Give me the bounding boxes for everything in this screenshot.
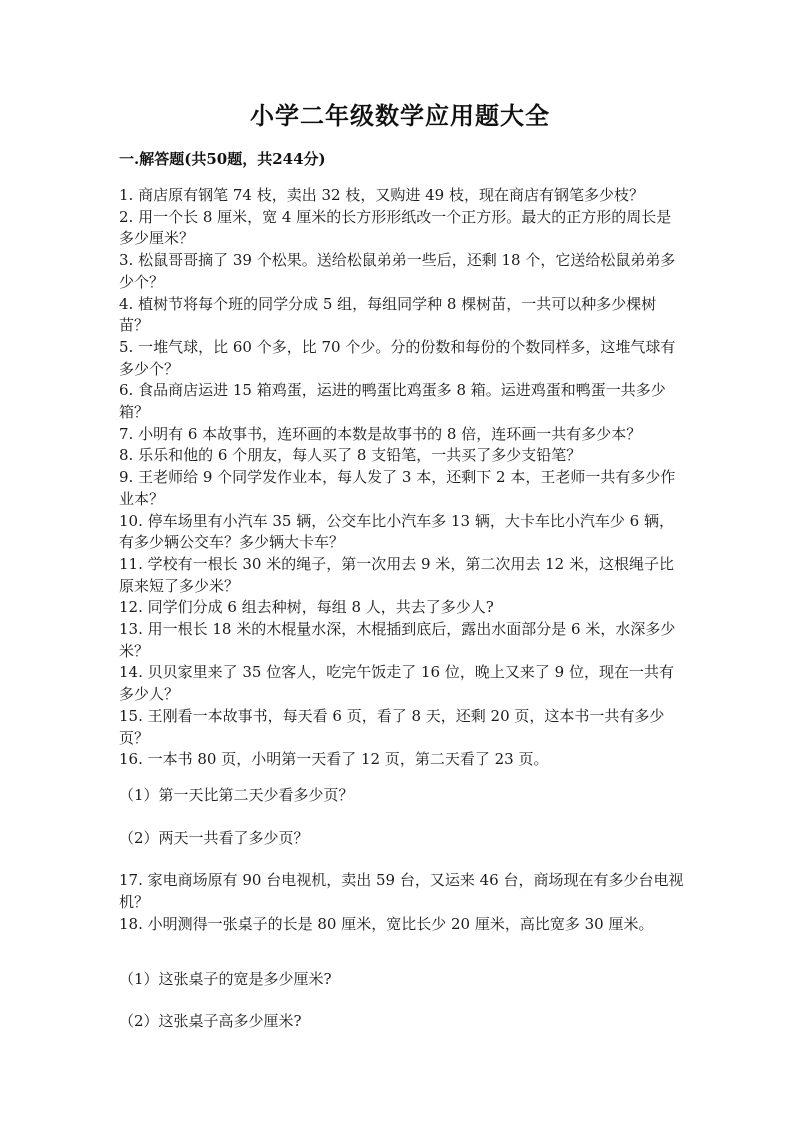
section-heading: 一.解答题(共50题，共244分) [119, 150, 326, 168]
question-4: 4. 植树节将每个班的同学分成 5 组，每组同学种 8 棵树苗，一共可以种多少棵树苗？ [119, 294, 657, 335]
spacer [119, 849, 685, 870]
question-12: 12. 同学们分成 6 组去种树，每组 8 人，共去了多少人? [119, 598, 494, 617]
question-list [119, 185, 685, 1033]
question-16-sub-2: （2）两天一共看了多少页？ [119, 828, 309, 847]
question-8: 8. 乐乐和他的 6 个朋友，每人买了 8 支铅笔，一共买了多少支铅笔？ [119, 446, 582, 465]
question-11: 11. 学校有一根长 30 米的绳子，第一次用去 9 米，第二次用去 12 米，这根绳子比原来短了多少米？ [119, 554, 674, 595]
question-10: 10. 停车场里有小汽车 35 辆，公交车比小汽车多 13 辆，大卡车比小汽车少 6 辆，有多少辆公交车？多少辆大卡车？ [119, 511, 674, 552]
question-17: 17. 家电商场原有 90 台电视机，卖出 59 台，又运来 46 台，商场现在有多少台电视机？ [119, 871, 684, 912]
question-16-sub-1: （1）第一天比第二天少看多少页？ [119, 785, 354, 804]
question-16: 16. 一本书 80 页，小明第一天看了 12 页，第二天看了 23 页。 [119, 750, 549, 769]
spacer [119, 990, 685, 1011]
question-5: 5. 一堆气球，比 60 个多，比 70 个少。分的份数和每份的个数同样多，这堆气球有多少个？ [119, 337, 676, 378]
question-7: 7. 小明有 6 本故事书，连环画的本数是故事书的 8 倍，连环画一共有多少本？ [119, 424, 642, 443]
question-18: 18. 小明测得一张桌子的长是 80 厘米，宽比长少 20 厘米，高比宽多 30 厘米。 [119, 914, 654, 933]
page-title: 小学二年级数学应用题大全 [250, 101, 550, 130]
question-1: 1. 商店原有钢笔 74 枝，卖出 32 枝，又购进 49 枝，现在商店有钢笔多少枝？ [119, 186, 644, 204]
spacer [119, 936, 685, 969]
question-13: 13. 用一根长 18 米的木棍量水深，木棍插到底后，露出水面部分是 6 米，水深多少米？ [119, 620, 676, 660]
question-3: 3. 松鼠哥哥摘了 39 个松果。送给松鼠弟弟一些后，还剩 18 个，它送给松鼠弟弟多少个？ [119, 251, 676, 291]
spacer [119, 807, 685, 828]
question-18-sub-1: （1）这张桌子的宽是多少厘米? [119, 969, 332, 988]
question-6: 6. 食品商店运进 15 箱鸡蛋，运进的鸭蛋比鸡蛋多 8 箱。运进鸡蛋和鸭蛋一共多少箱？ [119, 381, 666, 422]
question-15: 15. 王刚看一本故事书，每天看 6 页，看了 8 天，还剩 20 页，这本书一共有多少页？ [119, 706, 665, 747]
question-2: 2. 用一个长 8 厘米，宽 4 厘米的长方形形纸改一个正方形。最大的正方形的周长是多少厘米？ [119, 207, 672, 248]
question-14: 14. 贝贝家里来了 35 位客人，吃完午饭走了 16 位，晚上又来了 9 位，现在一共有多少人？ [119, 663, 674, 704]
spacer [119, 771, 685, 785]
question-9: 9. 王老师给 9 个同学发作业本，每人发了 3 本，还剩下 2 本，王老师一共有多少作业本？ [119, 468, 676, 508]
question-18-sub-2: （2）这张桌子高多少厘米? [119, 1012, 302, 1031]
